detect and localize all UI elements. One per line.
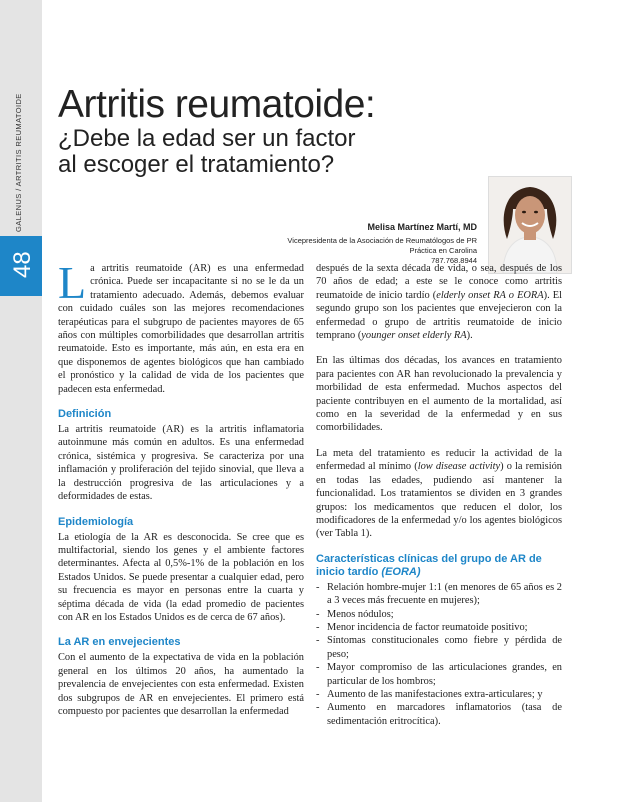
author-photo bbox=[488, 176, 572, 274]
treatment-term-lda: low disease activity bbox=[417, 461, 501, 473]
list-item: - Aumento de las manifestaciones extra-articulares; y bbox=[316, 688, 562, 701]
intro-text: a artritis reumatoide (AR) es una enfermedad crónica. Puede ser incapacitante si no se le da un tratamiento adecuado. Además, debemos evaluar con cuidado cuáles son las mejores recomendaciones terapéuticas para el subgrupo de pacientes mayores de 65 años con múltiples comorbilidades que desarrollan artritis reumatoide. Esto es importante, más aún, en esta era en que disponemos de agentes biológicos que han cambiado el pronóstico y la calidad de vida de los pacientes que padecen esta enfermedad. bbox=[58, 263, 304, 395]
epidemiologia-paragraph: La etiología de la AR es desconocida. Se cree que es multifactorial, siendo los genes y el ambiente factores determinantes. Afecta al 0,5%-1% de la población en los Estados Unidos. Se puede presentar a cualquier edad, pero su frecuencia es mayor en personas entre la cuarta y séptima década de vida (la edad promedio de pacientes con AR en los Estados Unidos es de cerca de 67 años). bbox=[58, 531, 304, 623]
definicion-paragraph: La artritis reumatoide (AR) es la artritis inflamatoria autoinmune más común en adultos. Es una enfermedad crónica, sistémica y progresiva. Se caracteriza por una inflamación y proliferación del tejido sinovial, que lleva a la destrucción progresiva de las articulaciones y a deformidades de estas. bbox=[58, 424, 304, 503]
author-info bbox=[240, 222, 477, 266]
subgroups-text-b: ). El segundo grupo son los pacientes que envejecieron con la enfermedad o grupo de artritis reumatoide de inicio temprano ( bbox=[316, 289, 563, 342]
author-name: Melisa Martínez Martí, MD bbox=[367, 222, 477, 232]
author-portrait-icon bbox=[489, 177, 571, 273]
subgroups-term-eora: elderly onset RA o EORA bbox=[436, 289, 544, 301]
heading-definicion: Definición bbox=[58, 408, 112, 421]
treatment-goal-paragraph bbox=[316, 447, 562, 541]
column-right bbox=[316, 262, 562, 728]
author-phone: 787.768.8944 bbox=[431, 256, 477, 265]
title-line-3: al escoger el tratamiento? bbox=[58, 151, 335, 178]
heading-eora-text: Características clínicas del grupo de AR de inicio tardío bbox=[316, 552, 542, 578]
eora-features-list bbox=[316, 581, 562, 728]
list-item: - Menor incidencia de factor reumatoide positivo; bbox=[316, 621, 562, 634]
heading-envejecientes: La AR en envejecientes bbox=[58, 636, 181, 649]
subgroups-paragraph bbox=[316, 262, 562, 342]
heading-eora-abbrev: (EORA) bbox=[381, 565, 421, 578]
subgroups-term-younger: younger onset elderly RA bbox=[361, 330, 467, 342]
list-item: - Síntomas constitucionales como fiebre y pérdida de peso; bbox=[316, 634, 562, 661]
section-label: GALENUS / ARTRITIS REUMATOIDE bbox=[14, 93, 23, 232]
author-role: Vicepresidenta de la Asociación de Reumatólogos de PR bbox=[287, 236, 477, 245]
heading-eora bbox=[316, 553, 562, 579]
column-left bbox=[58, 257, 304, 730]
title-line-1: Artritis reumatoide: bbox=[58, 83, 376, 126]
advances-paragraph: En las últimas dos décadas, los avances en tratamiento para pacientes con AR han revolucionado la prevalencia y morbilidad de esta enfermedad. Muchos aspectos del paciente contribuyen en el aumento de la mortalidad, así como en la severidad de la enfermedad y en sus comorbilidades. bbox=[316, 355, 562, 434]
subgroups-text-a: después de la sexta década de vida, o sea, después de los 70 años de edad; a este se le conoce como artritis reumatoide de inicio tardío ( bbox=[316, 263, 562, 301]
intro-paragraph bbox=[58, 257, 304, 396]
treatment-text-b: ) o la remisión en todas las edades, pudiendo así mantener la funcionalidad. Los tratamientos se dividen en 3 grandes grupos: los medicamentos que reducen el dolor, los modificadores de la enfermedad y/o los agentes biológicos (ver Tabla 1). bbox=[316, 461, 562, 540]
heading-epidemiologia: Epidemiología bbox=[58, 515, 134, 528]
treatment-text-a: La meta del tratamiento es reducir la actividad de la enfermedad al mínimo ( bbox=[316, 447, 562, 473]
list-item: - Menos nódulos; bbox=[316, 608, 562, 621]
envejecientes-paragraph: Con el aumento de la expectativa de vida en la población general en los últimos 20 años, ha aumentado la prevalencia de envejecientes con esta enfermedad. Existen dos subgrupos de AR en envejecientes. El primero está compuesto por pacientes que desarrollan la enfermedad bbox=[58, 652, 304, 717]
drop-cap: L bbox=[58, 257, 87, 308]
author-practice: Práctica en Carolina bbox=[409, 246, 477, 255]
list-item: - Relación hombre-mujer 1:1 (en menores de 65 años es 2 a 3 veces más frecuente en mujeres); bbox=[316, 581, 562, 608]
subgroups-text-c: ). bbox=[466, 330, 473, 342]
page-number: 48 bbox=[9, 251, 36, 278]
title-line-2: ¿Debe la edad ser un factor bbox=[58, 125, 356, 152]
list-item: - Aumento en marcadores inflamatorios (tasa de sedimentación eritrocítica). bbox=[316, 701, 562, 728]
list-item: - Mayor compromiso de las articulaciones grandes, en particular de los hombros; bbox=[316, 661, 562, 688]
article-title bbox=[58, 84, 478, 178]
